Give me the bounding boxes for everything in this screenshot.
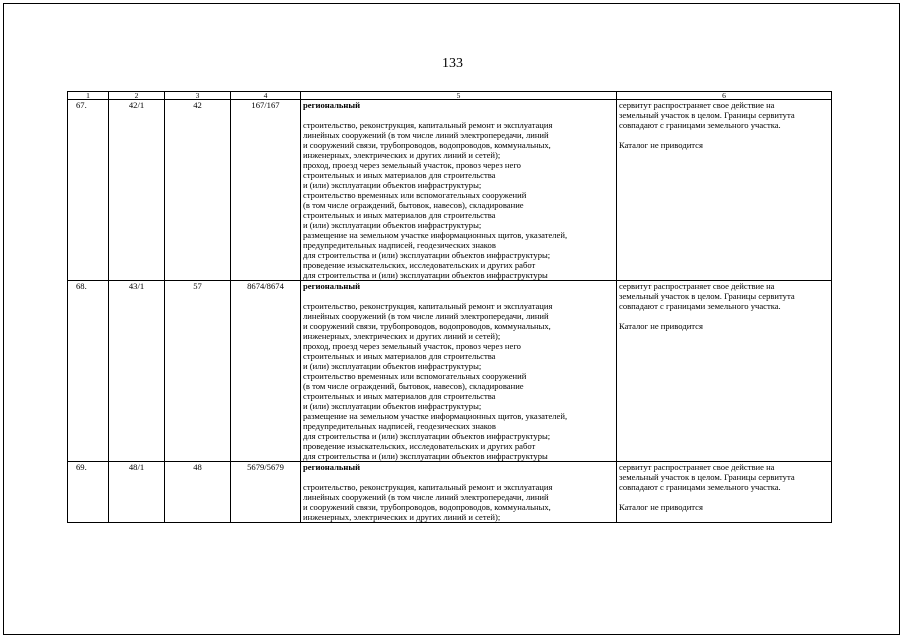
- scope-line: земельный участок в целом. Границы сервитута: [619, 472, 795, 482]
- purpose-line: линейных сооружений (в том числе линий электропередачи, линий: [303, 311, 549, 321]
- column-header: 6: [617, 92, 832, 100]
- purpose-line: линейных сооружений (в том числе линий электропередачи, линий: [303, 130, 549, 140]
- purpose-line: строительных и иных материалов для строительства: [303, 391, 496, 401]
- table-row: [68, 281, 832, 462]
- scope-line: сервитут распространяет свое действие на: [619, 462, 775, 472]
- servitude-scope-cell: [617, 462, 832, 523]
- purpose-line: и (или) эксплуатации объектов инфраструктуры;: [303, 401, 482, 411]
- purpose-line: и сооружений связи, трубопроводов, водопроводов, коммунальных,: [303, 140, 551, 150]
- scope-line: совпадают с границами земельного участка.: [619, 120, 781, 130]
- cadastral-part: 48/1: [109, 462, 165, 523]
- row-number: 69.: [68, 462, 109, 523]
- purpose-line: и сооружений связи, трубопроводов, водопроводов, коммунальных,: [303, 321, 551, 331]
- purpose-line: для строительства и (или) эксплуатации объектов инфраструктуры;: [303, 431, 551, 441]
- scope-line: совпадают с границами земельного участка.: [619, 301, 781, 311]
- purpose-line: (в том числе ограждений, бытовок, навесов), складирование: [303, 200, 524, 210]
- purpose-line: инженерных, электрических и других линий и сетей);: [303, 331, 501, 341]
- purpose-line: для строительства и (или) эксплуатации объектов инфраструктуры;: [303, 250, 551, 260]
- purpose-line: проведение изыскательских, исследовательских и других работ: [303, 441, 536, 451]
- scope-line: сервитут распространяет свое действие на: [619, 281, 775, 291]
- servitude-kind: региональный: [303, 100, 361, 110]
- purpose-line: строительных и иных материалов для строительства: [303, 210, 496, 220]
- scope-line: земельный участок в целом. Границы сервитута: [619, 110, 795, 120]
- purpose-line: (в том числе ограждений, бытовок, навесов), складирование: [303, 381, 524, 391]
- column-header: 4: [231, 92, 301, 100]
- servitude-purpose-cell: [301, 462, 617, 523]
- purpose-line: строительство, реконструкция, капитальный ремонт и эксплуатация: [303, 482, 553, 492]
- purpose-line: предупредительных надписей, геодезических знаков: [303, 240, 496, 250]
- catalog-note: Каталог не приводится: [619, 502, 703, 512]
- scope-line: сервитут распространяет свое действие на: [619, 100, 775, 110]
- purpose-line: для строительства и (или) эксплуатации объектов инфраструктуры: [303, 270, 548, 280]
- area-value: 5679/5679: [231, 462, 301, 523]
- servitude-table: [67, 91, 832, 523]
- servitude-purpose-cell: [301, 100, 617, 281]
- purpose-line: проход, проезд через земельный участок, провоз через него: [303, 341, 521, 351]
- table-header-row: [68, 92, 832, 100]
- servitude-scope-cell: [617, 281, 832, 462]
- catalog-note: Каталог не приводится: [619, 140, 703, 150]
- plot-number: 57: [165, 281, 231, 462]
- servitude-scope-cell: [617, 100, 832, 281]
- column-header: 3: [165, 92, 231, 100]
- catalog-note: Каталог не приводится: [619, 321, 703, 331]
- plot-number: 42: [165, 100, 231, 281]
- purpose-line: и (или) эксплуатации объектов инфраструктуры;: [303, 220, 482, 230]
- purpose-line: линейных сооружений (в том числе линий электропередачи, линий: [303, 492, 549, 502]
- scope-line: земельный участок в целом. Границы сервитута: [619, 291, 795, 301]
- servitude-kind: региональный: [303, 462, 361, 472]
- cadastral-part: 43/1: [109, 281, 165, 462]
- scope-line: совпадают с границами земельного участка.: [619, 482, 781, 492]
- purpose-line: предупредительных надписей, геодезических знаков: [303, 421, 496, 431]
- table-row: [68, 462, 832, 523]
- purpose-line: инженерных, электрических и других линий и сетей);: [303, 512, 501, 522]
- purpose-line: инженерных, электрических и других линий и сетей);: [303, 150, 501, 160]
- servitude-kind: региональный: [303, 281, 361, 291]
- area-value: 8674/8674: [231, 281, 301, 462]
- purpose-line: строительство, реконструкция, капитальный ремонт и эксплуатация: [303, 120, 553, 130]
- purpose-line: и сооружений связи, трубопроводов, водопроводов, коммунальных,: [303, 502, 551, 512]
- purpose-line: размещение на земельном участке информационных щитов, указателей,: [303, 411, 568, 421]
- purpose-line: размещение на земельном участке информационных щитов, указателей,: [303, 230, 568, 240]
- column-header: 2: [109, 92, 165, 100]
- servitude-purpose-cell: [301, 281, 617, 462]
- purpose-line: и (или) эксплуатации объектов инфраструктуры;: [303, 361, 482, 371]
- purpose-line: строительство временных или вспомогательных сооружений: [303, 190, 527, 200]
- purpose-line: проведение изыскательских, исследовательских и других работ: [303, 260, 536, 270]
- purpose-line: проход, проезд через земельный участок, провоз через него: [303, 160, 521, 170]
- purpose-line: и (или) эксплуатации объектов инфраструктуры;: [303, 180, 482, 190]
- purpose-line: строительных и иных материалов для строительства: [303, 351, 496, 361]
- row-number: 68.: [68, 281, 109, 462]
- cadastral-part: 42/1: [109, 100, 165, 281]
- plot-number: 48: [165, 462, 231, 523]
- purpose-line: строительство временных или вспомогательных сооружений: [303, 371, 527, 381]
- row-number: 67.: [68, 100, 109, 281]
- area-value: 167/167: [231, 100, 301, 281]
- column-header: 1: [68, 92, 109, 100]
- purpose-line: для строительства и (или) эксплуатации объектов инфраструктуры: [303, 451, 548, 461]
- column-header: 5: [301, 92, 617, 100]
- table-row: [68, 100, 832, 281]
- page-number: 133: [442, 56, 463, 71]
- purpose-line: строительных и иных материалов для строительства: [303, 170, 496, 180]
- purpose-line: строительство, реконструкция, капитальный ремонт и эксплуатация: [303, 301, 553, 311]
